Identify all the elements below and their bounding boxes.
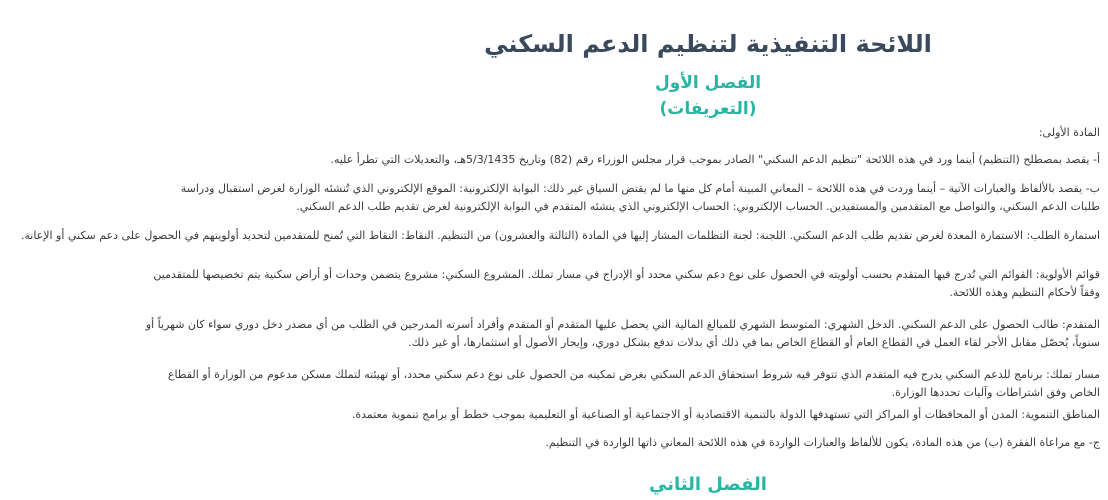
paragraph-6-line-2: الخاص وفق اشتراطات وآليات تحددها الوزارة. — [891, 386, 1100, 399]
paragraph-3-line-1: استمارة الطلب: الاستمارة المعدة لغرض تقديم طلب الدعم السكني. اللجنة: لجنة التظلمات المشار إليها في المادة (الثالثة والعشرون) من التنظيم. النقاط: النقاط التي تُمنح للمتقدمين لتحديد أولويتهم في الحصول على دعم سكني أو الإعانة. — [20, 229, 1100, 242]
paragraph-2-line-2: طلبات الدعم السكني، والتواصل مع المتقدمين والمستفيدين. الحساب الإلكتروني: الحساب الإلكتروني الذي ينشئه المتقدم في البوابة الإلكترونية لغرض تقديم طلب الدعم السكني. — [296, 200, 1100, 213]
paragraph-8-line-1: ج- مع مراعاة الفقرة (ب) من هذه المادة، يكون للألفاظ والعبارات الواردة في هذه اللائحة المعاني ذاتها الواردة في التنظيم. — [545, 436, 1100, 449]
chapter-one-subtitle: (التعريفات) — [659, 99, 757, 119]
paragraph-5-line-2: سنوياً، يُحصّل مقابل الأجر لقاء العمل في القطاع العام أو القطاع الخاص بما في ذلك أي بدلات تدفع بشكل دوري، وإيجار الأصول أو استثمارها، أو غير ذلك. — [408, 336, 1100, 349]
paragraph-4-line-1: قوائم الأولوية: القوائم التي تُدرج فيها المتقدم بحسب أولويته في الحصول على نوع دعم سكني محدد أو الإدراج في مسار تملك. المشروع السكني: مشروع يتضمن وحدات أو أراض سكنية يتم تخصيصها للمتقدمين — [153, 268, 1100, 281]
document-page — [20, 0, 1108, 500]
paragraph-5-line-1: المتقدم: طالب الحصول على الدعم السكني. الدخل الشهري: المتوسط الشهري للمبالغ المالية التي يحصل عليها المتقدم أو المتقدم وأفراد أسرته المدرجين في الطلب من أي مصدر دخل دوري سواء كان شهرياً أو — [145, 318, 1100, 331]
chapter-one-title: الفصل الأول — [654, 73, 762, 93]
paragraph-2-line-1: ب- يقصد بالألفاظ والعبارات الآتية – أينما وردت في هذه اللائحة – المعاني المبينة أمام كل منها ما لم يقتض السياق غير ذلك: البوابة الإلكترونية: الموقع الإلكتروني الذي تُنشئه الوزارة لغرض استقبال ودراسة — [180, 182, 1100, 195]
paragraph-1-line-1: أ- يقصد بمصطلح (التنظيم) أينما ورد في هذه اللائحة "تنظيم الدعم السكني" الصادر بموجب قرار مجلس الوزراء رقم (82) وتاريخ 5/3/1435هـ، والتعديلات التي تطرأ عليه. — [330, 153, 1100, 166]
paragraph-7-line-1: المناطق التنموية: المدن أو المحافظات أو المراكز التي تستهدفها الدولة بالتنمية الاقتصادية أو الاجتماعية أو الصناعية أو التعليمية بموجب خطط أو برامج تنموية معتمدة. — [351, 408, 1100, 421]
chapter-two-title: الفصل الثاني — [649, 474, 767, 495]
paragraph-6-line-1: مسار تملك: برنامج للدعم السكني يدرج فيه المتقدم الذي تتوفر فيه شروط استحقاق الدعم السكني بغرض تمكينه من الحصول على نوع دعم سكني محدد، أو تهيئته لتملك مسكن مدعوم من الوزارة أو القطاع — [167, 368, 1100, 381]
article-one-label: المادة الأولى: — [1038, 126, 1100, 139]
document-title: اللائحة التنفيذية لتنظيم الدعم السكني — [484, 30, 932, 58]
paragraph-4-line-2: وفقاً لأحكام التنظيم وهذه اللائحة. — [949, 286, 1100, 299]
